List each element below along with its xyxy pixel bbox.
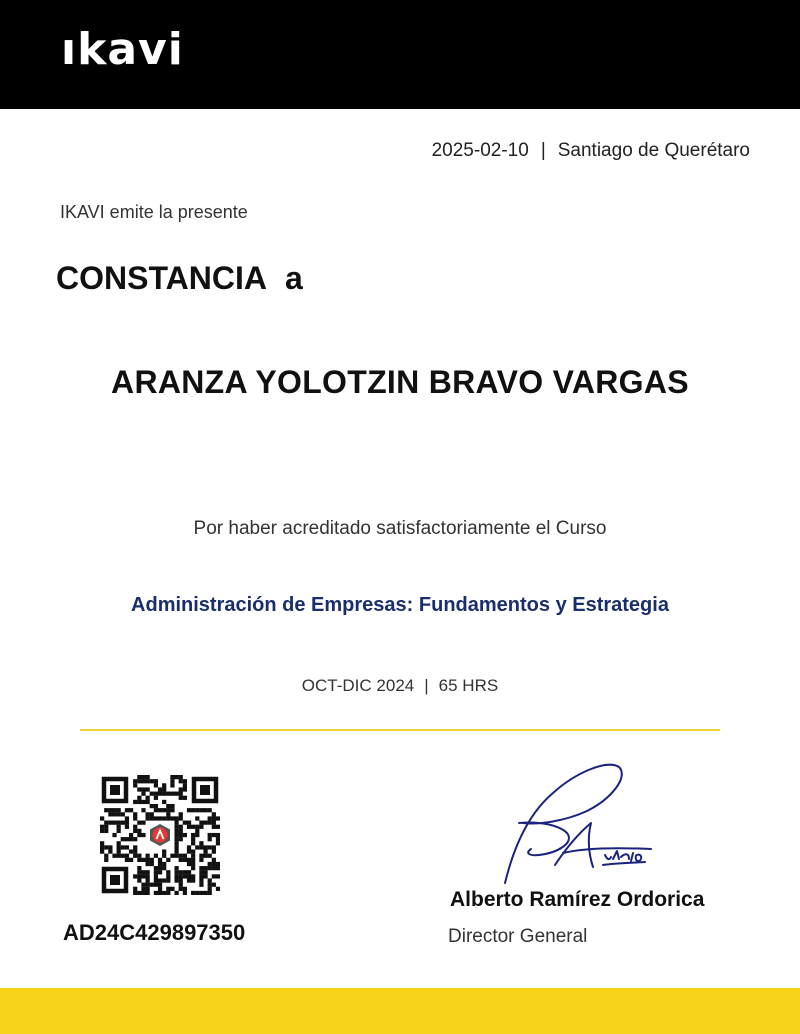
- divider-line: [80, 729, 720, 731]
- certificate-heading: [56, 260, 303, 297]
- ikavi-badge-icon: [148, 823, 172, 847]
- footer-bar: [0, 988, 800, 1034]
- period-dates: OCT-DIC 2024: [301, 676, 415, 695]
- signatory-role: Director General: [448, 926, 588, 947]
- heading-suffix: a: [284, 260, 303, 296]
- reason-text: Por haber acreditado satisfactoriamente el Curso: [193, 518, 607, 539]
- intro-text: IKAVI emite la presente: [60, 202, 248, 222]
- heading-word: CONSTANCIA: [56, 260, 267, 296]
- period-hours: 65 HRS: [438, 676, 499, 695]
- header-bar: [0, 0, 800, 109]
- signatory-name: Alberto Ramírez Ordorica: [450, 888, 705, 911]
- date-place-line: [432, 140, 750, 162]
- issue-place: Santiago de Querétaro: [557, 140, 750, 161]
- course-title: Administración de Empresas: Fundamentos y Estrategia: [131, 594, 669, 616]
- period-separator: |: [424, 676, 429, 695]
- signature-image: [495, 755, 665, 890]
- recipient-name: ARANZA YOLOTZIN BRAVO VARGAS: [111, 364, 689, 400]
- ikavi-logo: ıkavi: [61, 24, 184, 75]
- issue-date: 2025-02-10: [431, 140, 529, 161]
- separator: |: [540, 140, 546, 161]
- qr-code-icon: [100, 775, 220, 895]
- course-period: [0, 676, 800, 696]
- certificate-code: AD24C429897350: [63, 920, 246, 945]
